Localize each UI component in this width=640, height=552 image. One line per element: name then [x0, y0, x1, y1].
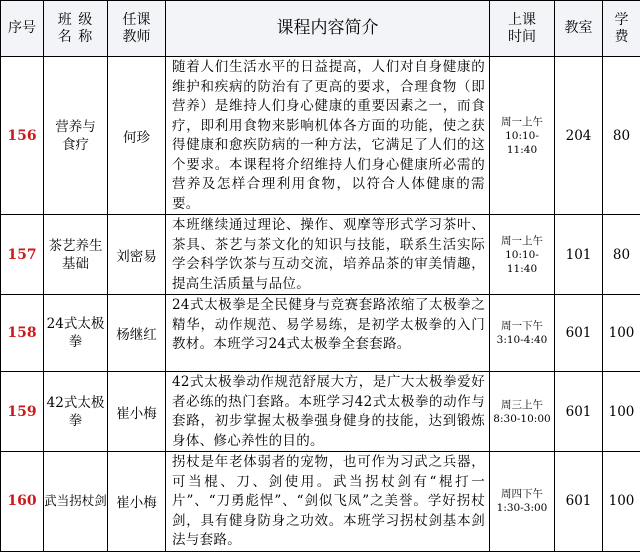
header-time: 上课 时间 — [490, 1, 555, 57]
classroom: 601 — [555, 452, 603, 552]
teacher-name: 刘密易 — [108, 215, 166, 295]
class-name: 茶艺养生 基础 — [44, 215, 108, 295]
header-teacher: 任课 教师 — [108, 1, 166, 57]
class-name: 武当拐杖剑 — [44, 452, 108, 552]
teacher-name: 杨继红 — [108, 295, 166, 372]
classroom: 601 — [555, 372, 603, 452]
header-fee: 学 费 — [603, 1, 640, 57]
course-description: 拐杖是年老体弱者的宠物，也可作为习武之兵器，可当棍、刀、剑使用。武当拐杖剑有“棍打一片”、“刀勇彪悍”、“剑似飞凤”之美誉。学好拐杖剑，具有健身防身之功效。本班学习拐杖剑基本剑法与套路。 — [166, 452, 490, 552]
row-number: 159 — [1, 372, 44, 452]
row-number: 158 — [1, 295, 44, 372]
header-class-name: 班 级 名 称 — [44, 1, 108, 57]
teacher-name: 崔小梅 — [108, 452, 166, 552]
tuition-fee: 80 — [603, 57, 640, 215]
course-description: 本班继续通过理论、操作、观摩等形式学习茶叶、茶具、茶艺与茶文化的知识与技能，联系生活实际学会科学饮茶与互动交流，培养品茶的审美情趣，提高生活质量与品位。 — [166, 215, 490, 295]
table-row — [1, 215, 640, 295]
class-time: 周一上午 10:10-11:40 — [490, 215, 555, 295]
tuition-fee: 100 — [603, 372, 640, 452]
class-time: 周三上午 8:30-10:00 — [490, 372, 555, 452]
course-description: 24式太极拳是全民健身与竞赛套路浓缩了太极拳之精华，动作规范、易学易练，是初学太极拳的入门教材。本班学习24式太极拳全套套路。 — [166, 295, 490, 372]
tuition-fee: 80 — [603, 215, 640, 295]
table-row — [1, 452, 640, 552]
table-row — [1, 372, 640, 452]
header-row — [1, 1, 640, 57]
class-name: 42式太极 拳 — [44, 372, 108, 452]
class-name: 24式太极 拳 — [44, 295, 108, 372]
classroom: 204 — [555, 57, 603, 215]
classroom: 101 — [555, 215, 603, 295]
class-time: 周四下午 1:30-3:00 — [490, 452, 555, 552]
class-time: 周一下午 3:10-4:40 — [490, 295, 555, 372]
teacher-name: 崔小梅 — [108, 372, 166, 452]
classroom: 601 — [555, 295, 603, 372]
tuition-fee: 100 — [603, 452, 640, 552]
course-description: 42式太极拳动作规范舒展大方，是广大太极拳爱好者必练的热门套路。本班学习42式太极拳的动作与套路，初步掌握太极拳强身健身的技能，达到锻炼身体、修心养性的目的。 — [166, 372, 490, 452]
row-number: 156 — [1, 57, 44, 215]
header-room: 教室 — [555, 1, 603, 57]
row-number: 157 — [1, 215, 44, 295]
class-time: 周一上午 10:10-11:40 — [490, 57, 555, 215]
row-number: 160 — [1, 452, 44, 552]
tuition-fee: 100 — [603, 295, 640, 372]
course-description: 随着人们生活水平的日益提高，人们对自身健康的维护和疾病的防治有了更高的要求，合理食物（即营养）是维持人们身心健康的重要因素之一，而食疗，即利用食物来影响机体各方面的功能，使之获得健康和愈疾防病的一种方法，它满足了人们的这个要求。本课程将介绍维持人们身心健康所必需的营养及怎样合理利用食物，以符合人体健康的需要。 — [166, 57, 490, 215]
header-no: 序号 — [1, 1, 44, 57]
teacher-name: 何珍 — [108, 57, 166, 215]
class-name: 营养与 食疗 — [44, 57, 108, 215]
header-content: 课程内容简介 — [166, 1, 490, 57]
table-row — [1, 295, 640, 372]
table-row — [1, 57, 640, 215]
